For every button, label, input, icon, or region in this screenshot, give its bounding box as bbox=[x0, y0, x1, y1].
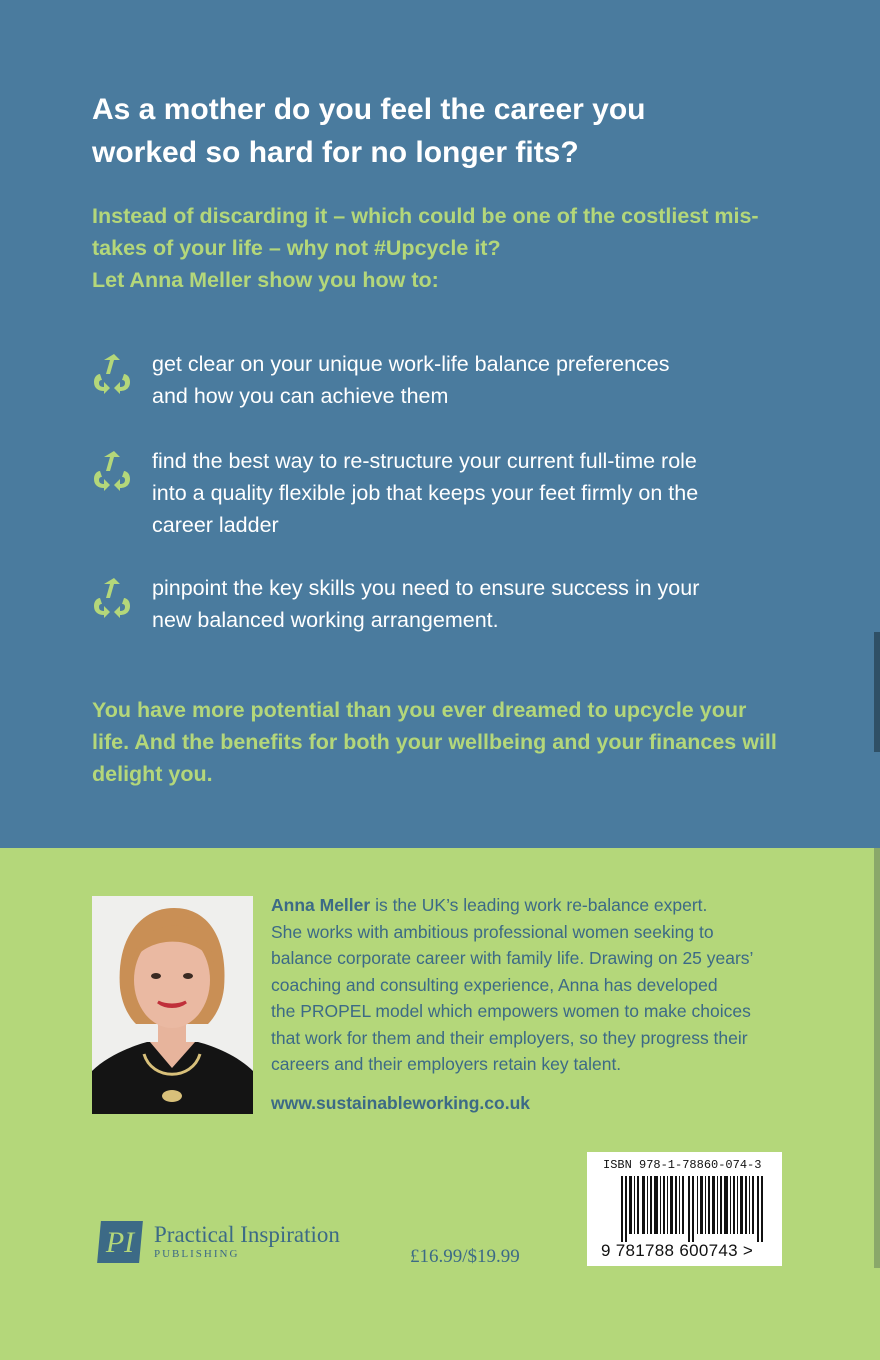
publisher-logo-icon bbox=[92, 1214, 148, 1270]
closing-line: You have more potential than you ever dreamed to upcycle your bbox=[92, 698, 747, 722]
recycle-arrows-icon bbox=[92, 449, 132, 497]
spine-edge-lower bbox=[874, 848, 880, 1268]
bio-line: She works with ambitious professional women seeking to bbox=[271, 921, 714, 942]
bullet-line: get clear on your unique work-life balance preferences bbox=[152, 352, 670, 376]
publisher-subtitle: PUBLISHING bbox=[154, 1248, 240, 1260]
headline bbox=[92, 88, 792, 174]
bio-line: the PROPEL model which empowers women to make choices bbox=[271, 1001, 751, 1021]
bio-line: coaching and consulting experience, Anna has developed bbox=[271, 974, 718, 995]
bio-line: balance corporate career with family life. Drawing on 25 years’ bbox=[271, 948, 754, 968]
publisher-name: Practical Inspiration bbox=[154, 1222, 340, 1247]
barcode-bars bbox=[621, 1176, 763, 1242]
author-name: Anna Meller bbox=[271, 895, 371, 915]
author-portrait-image bbox=[92, 896, 253, 1114]
bullet-line: find the best way to re-structure your current full-time role bbox=[152, 449, 697, 473]
headline-line: As a mother do you feel the career you bbox=[92, 93, 646, 126]
closing-line: delight you. bbox=[92, 762, 213, 786]
bio-first: is the UK’s leading work re-balance expert. bbox=[370, 895, 708, 915]
intro-line: takes of your life – why not #Upcycle it? bbox=[92, 236, 501, 260]
bullet-text bbox=[152, 445, 772, 541]
recycle-arrows-icon bbox=[92, 352, 132, 400]
headline-line: worked so hard for no longer fits? bbox=[92, 136, 579, 169]
closing-line: life. And the benefits for both your wellbeing and your finances will bbox=[92, 730, 777, 754]
author-bio bbox=[271, 892, 791, 1078]
author-photo bbox=[92, 896, 253, 1114]
bullet-line: career ladder bbox=[152, 513, 279, 537]
closing-text bbox=[92, 694, 812, 790]
website-link[interactable]: www.sustainableworking.co.uk bbox=[271, 1093, 530, 1113]
isbn-label: ISBN 978-1-78860-074-3 bbox=[603, 1158, 762, 1172]
bio-line: careers and their employers retain key talent. bbox=[271, 1054, 622, 1074]
bio-line bbox=[271, 892, 791, 919]
barcode-digits: 9 781788 600743 > bbox=[601, 1241, 754, 1260]
bullet-line: pinpoint the key skills you need to ensure success in your bbox=[152, 576, 700, 600]
recycle-arrows-icon bbox=[92, 576, 132, 624]
intro-line: Instead of discarding it – which could be one of the costliest mis- bbox=[92, 204, 759, 228]
intro-line: Let Anna Meller show you how to: bbox=[92, 268, 439, 292]
spine-edge bbox=[874, 632, 880, 752]
intro-text bbox=[92, 200, 792, 296]
publisher-logo-letters: PI bbox=[105, 1226, 135, 1259]
bullet-line: and how you can achieve them bbox=[152, 384, 449, 408]
price: £16.99/$19.99 bbox=[410, 1246, 520, 1267]
bullet-text bbox=[152, 572, 772, 636]
bio-line: that work for them and their employers, so they progress their bbox=[271, 1027, 748, 1048]
bullet-line: into a quality flexible job that keeps your feet firmly on the bbox=[152, 481, 699, 505]
bullet-text bbox=[152, 348, 772, 412]
barcode bbox=[587, 1152, 782, 1266]
bullet-line: new balanced working arrangement. bbox=[152, 608, 499, 632]
publisher-logo bbox=[92, 1212, 392, 1272]
